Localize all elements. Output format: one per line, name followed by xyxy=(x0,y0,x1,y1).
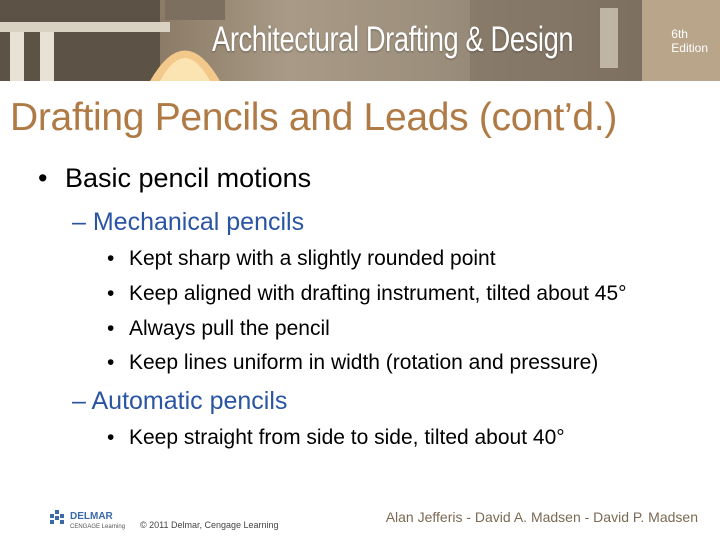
list-item-text: Always pull the pencil xyxy=(129,317,330,340)
list-item xyxy=(107,351,598,375)
list-item xyxy=(107,247,496,271)
edition-word: Edition xyxy=(671,41,708,55)
delmar-logo-mark xyxy=(50,508,140,532)
list-item xyxy=(107,426,565,450)
section-heading-automatic xyxy=(72,387,287,416)
logo-line-2: CENGAGE Learning xyxy=(70,524,126,530)
bullet-marker: • xyxy=(107,247,115,270)
bullet-marker: • xyxy=(107,317,115,340)
list-item-text: Keep aligned with drafting instrument, tilted about 45° xyxy=(129,282,627,305)
list-item-text: Keep straight from side to side, tilted about 40° xyxy=(129,426,565,449)
copyright-notice: © 2011 Delmar, Cengage Learning xyxy=(140,520,279,530)
section-heading-text: Automatic pencils xyxy=(91,387,288,415)
section-heading-text: Mechanical pencils xyxy=(92,208,305,236)
bullet-marker: • xyxy=(38,163,48,193)
section-heading-mechanical xyxy=(72,208,304,237)
header-banner xyxy=(0,0,720,81)
delmar-logo xyxy=(50,508,140,537)
list-item xyxy=(107,282,627,306)
list-item-text: Keep lines uniform in width (rotation and pressure) xyxy=(129,351,599,374)
main-bullet xyxy=(38,163,311,194)
logo-line-1: DELMAR xyxy=(70,511,113,522)
edition-label xyxy=(671,27,708,55)
book-title: Architectural Drafting & Design xyxy=(212,20,574,59)
dash-marker: – xyxy=(72,387,86,415)
authors-line: Alan Jefferis - David A. Madsen - David P. Madsen xyxy=(385,509,698,525)
slide-title: Drafting Pencils and Leads (cont’d.) xyxy=(10,96,618,139)
bullet-marker: • xyxy=(107,351,115,374)
bullet-marker: • xyxy=(107,282,115,305)
main-bullet-text: Basic pencil motions xyxy=(65,163,312,193)
edition-number: 6th xyxy=(671,27,688,41)
bullet-marker: • xyxy=(107,426,115,449)
dash-marker: – xyxy=(72,208,86,236)
list-item-text: Kept sharp with a slightly rounded point xyxy=(129,247,496,270)
list-item xyxy=(107,317,330,341)
